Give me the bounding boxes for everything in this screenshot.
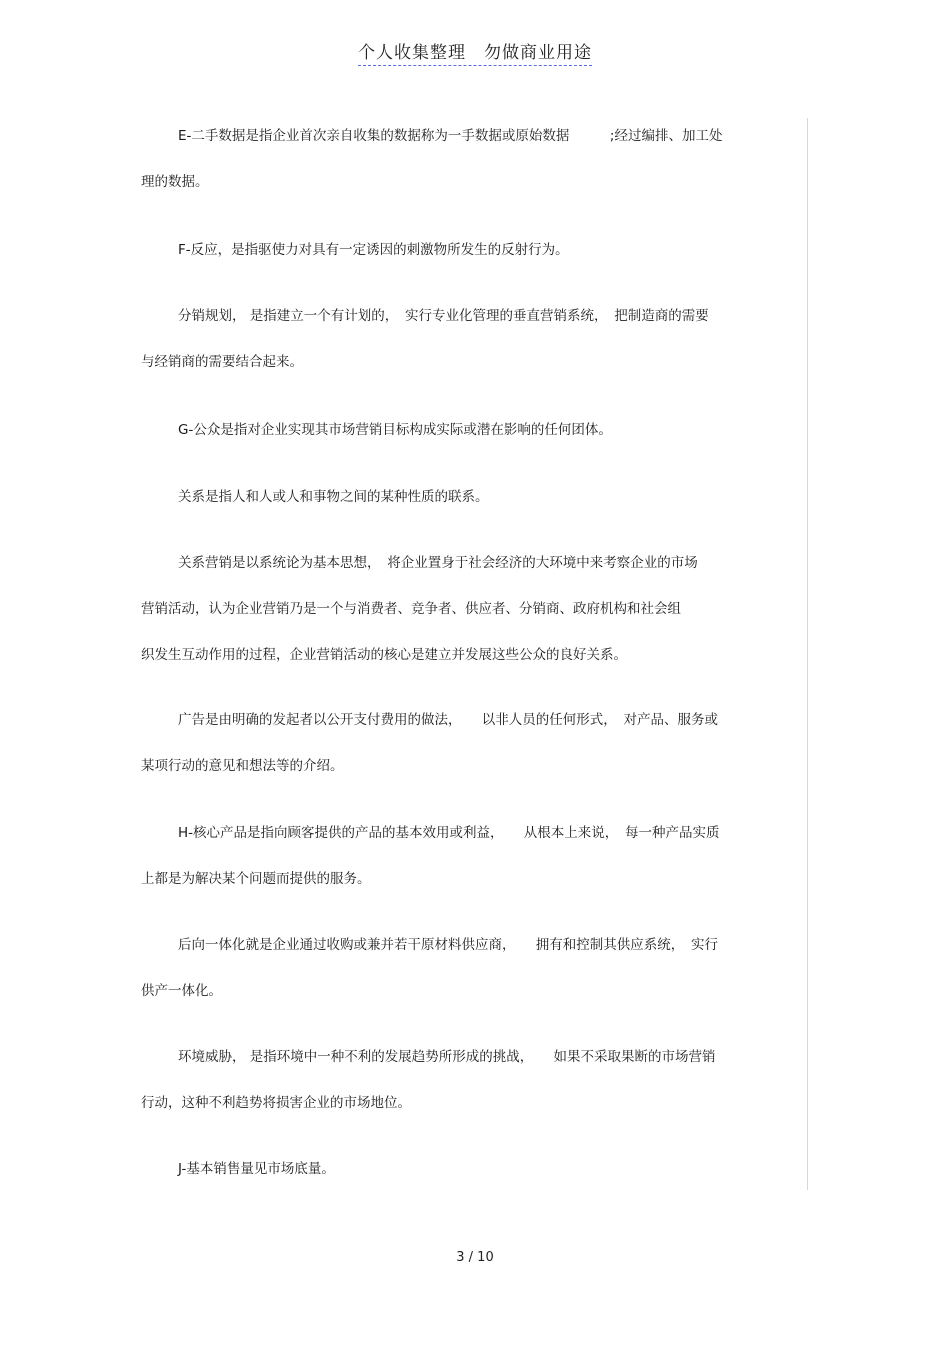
paragraph-core-product bbox=[141, 810, 805, 902]
paragraph-relationship-marketing bbox=[141, 540, 805, 678]
paragraph-line: E-二手数据是指企业首次亲自收集的数据称为一手数据或原始数据 ;经过编排、加工处 bbox=[178, 128, 723, 144]
paragraph-distribution-planning bbox=[141, 293, 805, 385]
paragraph-line: 关系是指人和人或人和事物之间的某种性质的联系。 bbox=[178, 489, 489, 505]
page-header bbox=[0, 38, 950, 66]
paragraph-line: 分销规划， 是指建立一个有计划的， 实行专业化管理的垂直营销系统， 把制造商的需要 bbox=[178, 308, 709, 324]
paragraph-base-sales bbox=[141, 1146, 805, 1192]
page-number: 3 / 10 bbox=[456, 1250, 494, 1265]
paragraph-line: 营销活动，认为企业营销乃是一个与消费者、竞争者、供应者、分销商、政府机构和社会组 bbox=[141, 601, 681, 617]
paragraph-relationship bbox=[141, 474, 805, 520]
paragraph-backward-integration bbox=[141, 922, 805, 1014]
paragraph-line: 供产一体化。 bbox=[141, 983, 222, 999]
paragraph-line: 某项行动的意见和想法等的介绍。 bbox=[141, 758, 344, 774]
paragraph-line: 与经销商的需要结合起来。 bbox=[141, 354, 303, 370]
paragraph-response bbox=[141, 227, 805, 273]
document-body bbox=[141, 118, 808, 1190]
paragraph-public bbox=[141, 407, 805, 453]
paragraph-environmental-threat bbox=[141, 1034, 805, 1126]
paragraph-advertising bbox=[141, 697, 805, 789]
paragraph-line: 环境威胁， 是指环境中一种不利的发展趋势所形成的挑战， 如果不采取果断的市场营销 bbox=[178, 1049, 716, 1065]
paragraph-secondary-data bbox=[141, 113, 805, 205]
paragraph-line: 关系营销是以系统论为基本思想， 将企业置身于社会经济的大环境中来考察企业的市场 bbox=[178, 555, 698, 571]
paragraph-line: 上都是为解决某个问题而提供的服务。 bbox=[141, 871, 371, 887]
paragraph-line: 广告是由明确的发起者以公开支付费用的做法， 以非人员的任何形式， 对产品、服务或 bbox=[178, 712, 718, 728]
paragraph-line: G-公众是指对企业实现其市场营销目标构成实际或潜在影响的任何团体。 bbox=[178, 422, 612, 438]
paragraph-line: 织发生互动作用的过程，企业营销活动的核心是建立并发展这些公众的良好关系。 bbox=[141, 647, 627, 663]
paragraph-line: H-核心产品是指向顾客提供的产品的基本效用或利益， 从根本上来说， 每一种产品实质 bbox=[178, 825, 720, 841]
paragraph-line: F-反应，是指驱使力对具有一定诱因的刺激物所发生的反射行为。 bbox=[178, 242, 569, 258]
paragraph-line: 行动，这种不利趋势将损害企业的市场地位。 bbox=[141, 1095, 411, 1111]
header-title: 个人收集整理 勿做商业用途 bbox=[358, 38, 592, 66]
paragraph-line: 理的数据。 bbox=[141, 174, 209, 190]
paragraph-line: J-基本销售量见市场底量。 bbox=[178, 1161, 335, 1177]
paragraph-line: 后向一体化就是企业通过收购或兼并若干原材料供应商， 拥有和控制其供应系统， 实行 bbox=[178, 937, 718, 953]
